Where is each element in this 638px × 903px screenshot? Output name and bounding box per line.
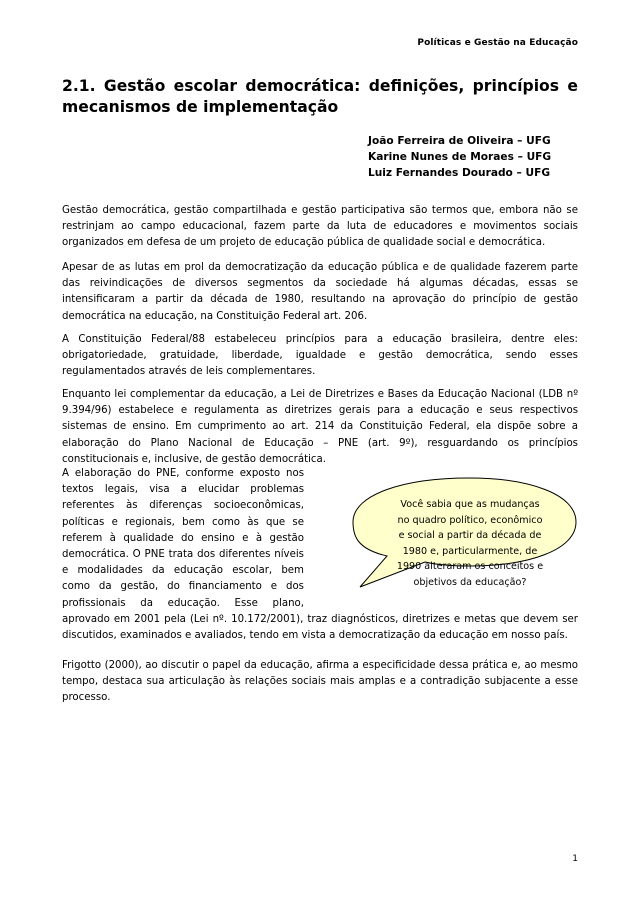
author-list [368, 133, 580, 181]
body-paragraph: Frigotto (2000), ao discutir o papel da educação, afirma a especificidade dessa prática e, ao mesmo tempo, destaca sua articulação às relações sociais mais amplas e a contradição subjacente a esse processo. [62, 660, 578, 704]
body-paragraph: Gestão democrática, gestão compartilhada e gestão participativa são termos que, embora não se restrinjam ao campo educacional, fazem parte da luta de educadores e movimentos sociais organizados em defesa de um projeto de educação pública de qualidade social e democrática. [62, 205, 578, 249]
callout-text: Você sabia que as mudanças no quadro político, econômico e social a partir da década de 1980 e, particularmente, de 1990 alteraram os conceitos e objetivos da educação? [396, 499, 544, 588]
page-number: 1 [572, 854, 578, 864]
author-name: João Ferreira de Oliveira – UFG [368, 135, 551, 147]
author-name: Karine Nunes de Moraes – UFG [368, 151, 552, 163]
callout-bubble [343, 476, 578, 591]
body-paragraph: Apesar de as lutas em prol da democratização da educação pública e de qualidade fazerem parte das reivindicações de diversos segmentos da sociedade há algumas décadas, essas se intensificaram a partir da década de 1980, resultando na aprovação do princípio de gestão democrática na educação, na Constituição Federal art. 206. [62, 262, 578, 322]
body-paragraph-text: A elaboração do PNE, conforme exposto nos textos legais, visa a elucidar problemas referentes às diferenças socioeconômicas, políticas e regionais, bem como às que se referem à qualidade do ensino e à gestão democrática. O PNE trata dos diferentes níveis e modalidades da educação escolar, bem como da gestão, do financiamento e dos profissionais da educação. Esse plano, aprovado em 2001 pela (Lei nº. 10.172/2001), traz diagnósticos, diretrizes e metas que devem ser discutidos, examinados e avaliados, tendo em vista a democratização da educação em nosso país. [62, 468, 578, 642]
body-paragraph: A Constituição Federal/88 estabeleceu princípios para a educação brasileira, dentre eles: obrigatoriedade, gratuidade, liberdade, igualdade e gestão democrática, sendo esses regulamentados através de leis complementares. [62, 334, 578, 378]
author-name: Luiz Fernandes Dourado – UFG [368, 167, 551, 179]
running-header: Políticas e Gestão na Educação [417, 38, 578, 48]
section-title: 2.1. Gestão escolar democrática: definições, princípios e mecanismos de implementação [62, 77, 578, 116]
body-paragraph: Enquanto lei complementar da educação, a Lei de Diretrizes e Bases da Educação Nacional (LDB nº 9.394/96) estabelece e regulamenta as diretrizes gerais para a educação e seus respectivos sistemas de ensino. Em cumprimento ao art. 214 da Constituição Federal, ela dispõe sobre a elaboração do Plano Nacional de Educação – PNE (art. 9º), resguardando os princípios constitucionais e, inclusive, de gestão democrática. [62, 389, 578, 465]
